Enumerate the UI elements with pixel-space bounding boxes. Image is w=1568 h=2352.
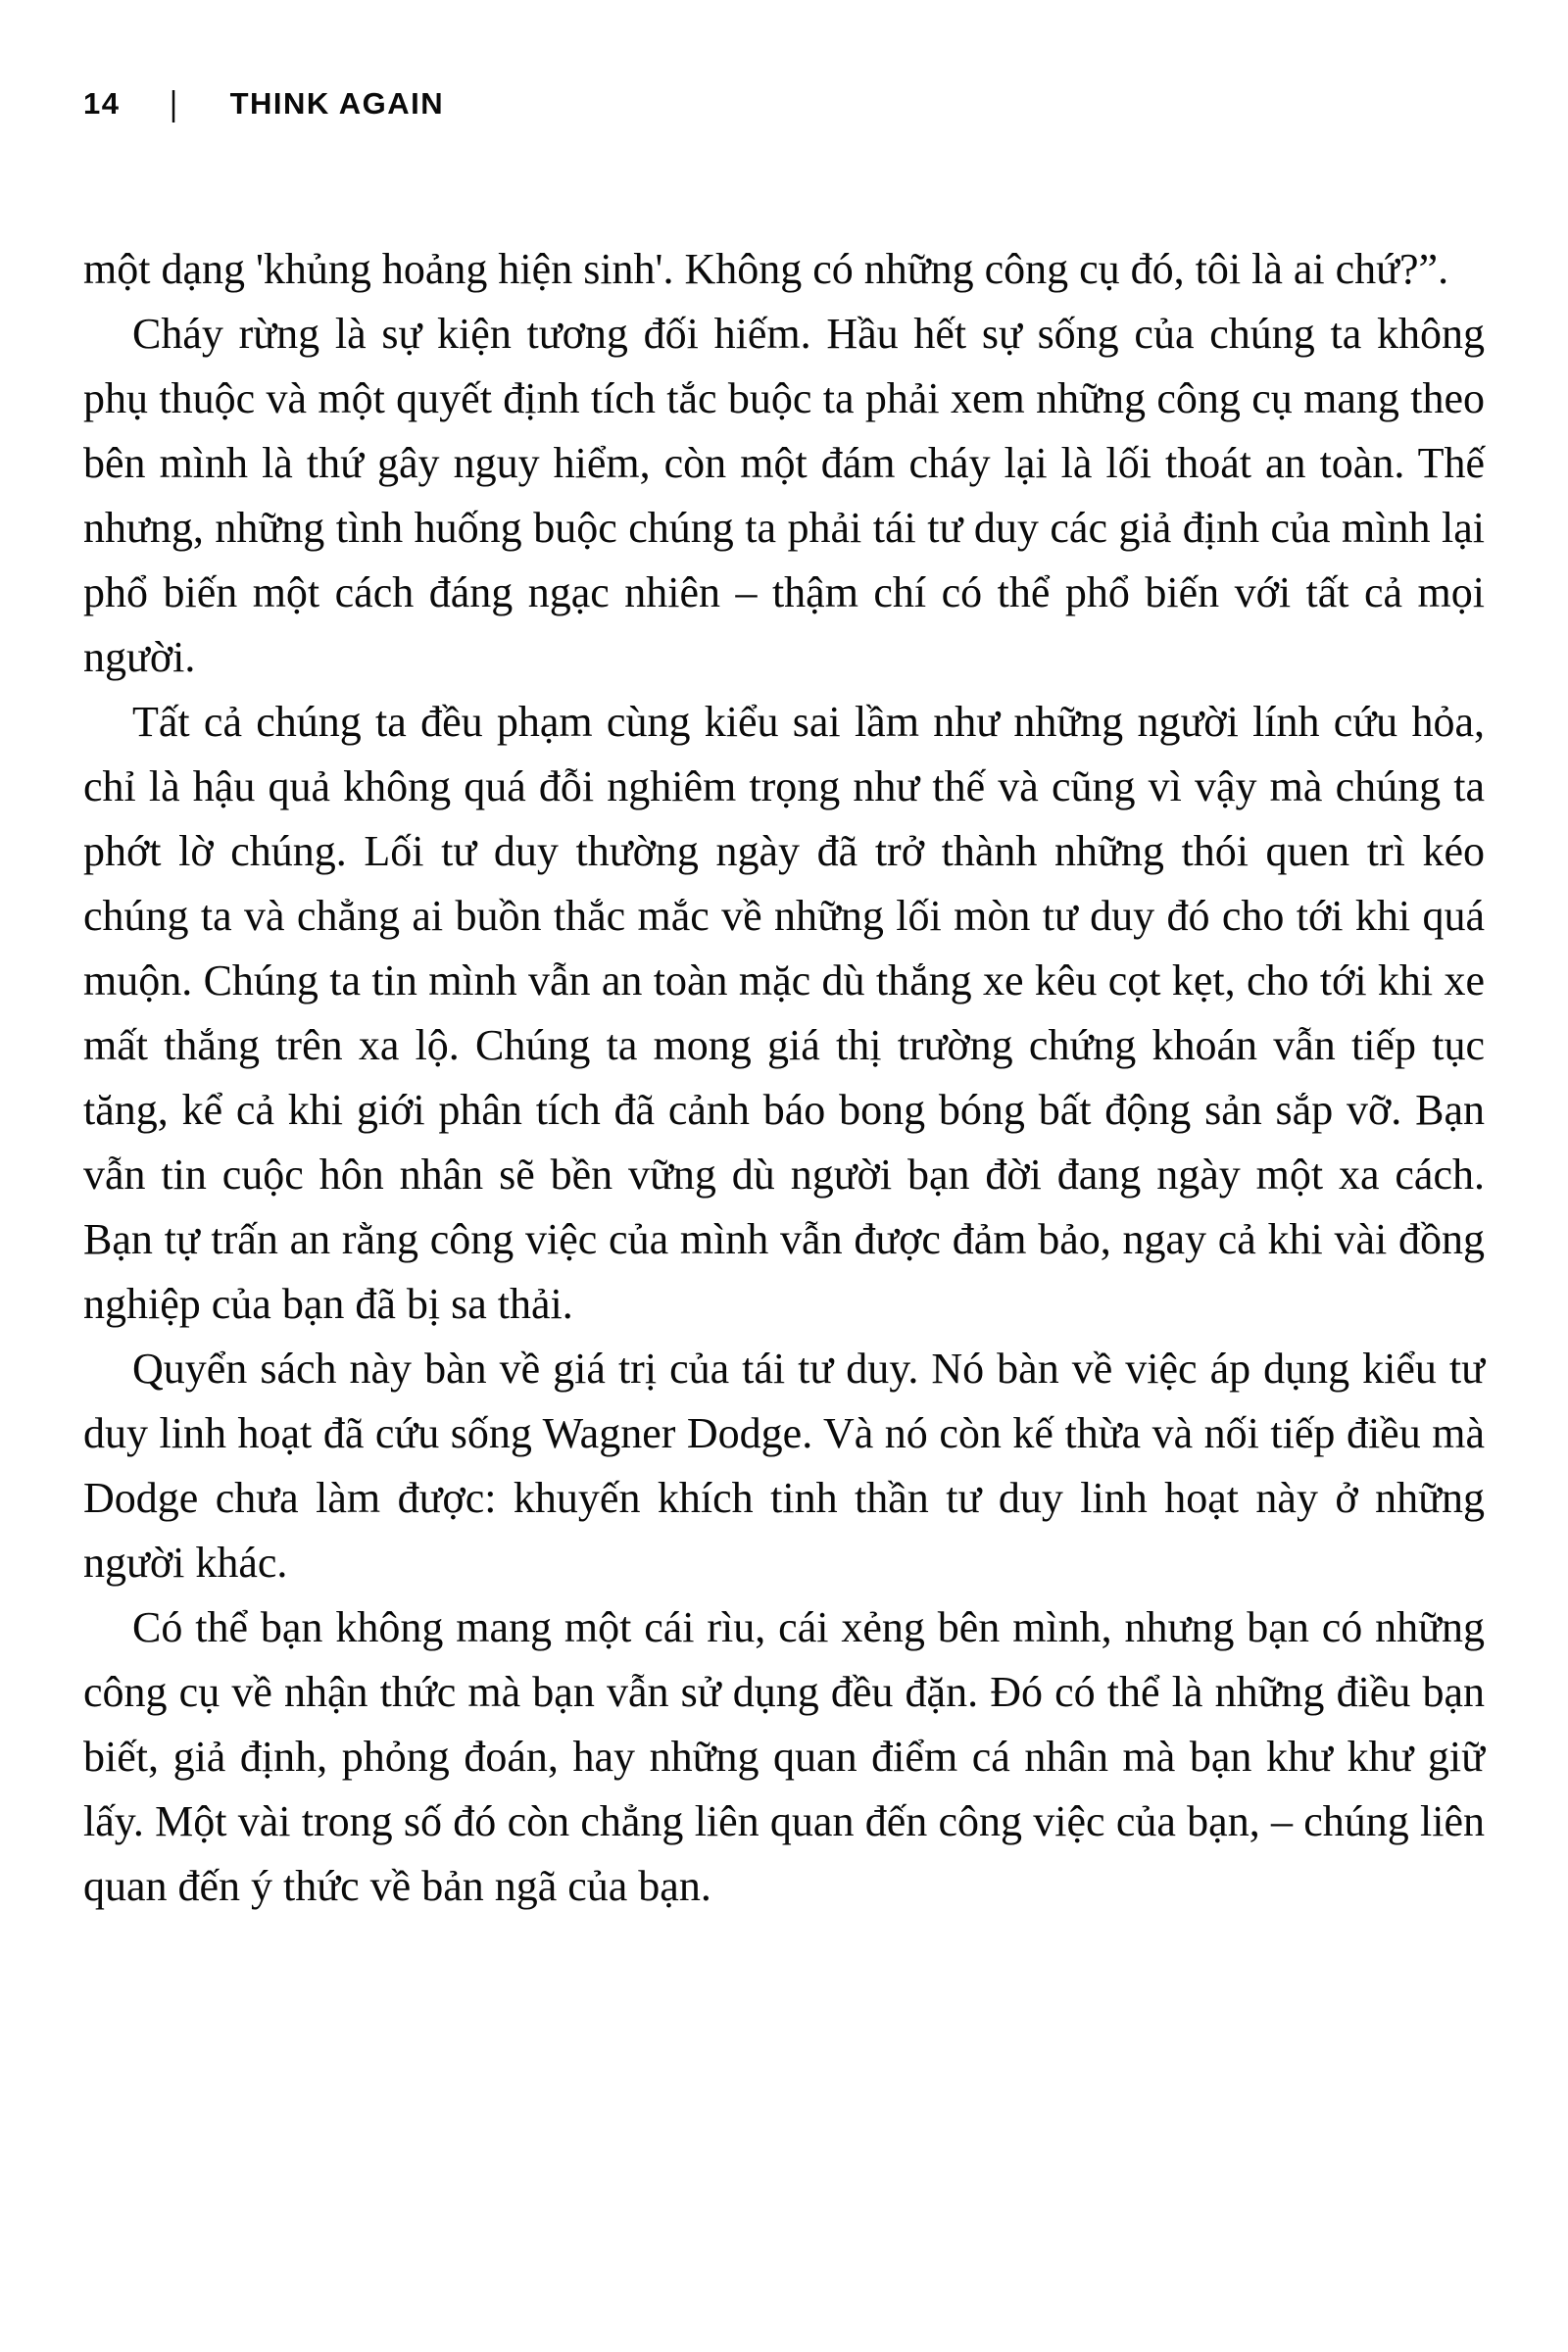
- book-title: THINK AGAIN: [229, 86, 445, 121]
- header-separator: |: [170, 83, 179, 123]
- paragraph-continuation: một dạng 'khủng hoảng hiện sinh'. Không có những công cụ đó, tôi là ai chứ?”.: [83, 245, 1449, 293]
- paragraph: Có thể bạn không mang một cái rìu, cái xẻng bên mình, nhưng bạn có những công cụ về nhận thức mà bạn vẫn sử dụng đều đặn. Đó có thể là những điều bạn biết, giả định, phỏng đoán, hay những quan điểm cá nhân mà bạn khư khư giữ lấy. Một vài trong số đó còn chẳng liên quan đến công việc của bạn, – chúng liên quan đến ý thức về bản ngã của bạn.: [83, 1603, 1485, 1910]
- paragraph: Cháy rừng là sự kiện tương đối hiếm. Hầu hết sự sống của chúng ta không phụ thuộc và một quyết định tích tắc buộc ta phải xem những công cụ mang theo bên mình là thứ gây nguy hiểm, còn một đám cháy lại là lối thoát an toàn. Thế nhưng, những tình huống buộc chúng ta phải tái tư duy các giả định của mình lại phổ biến một cách đáng ngạc nhiên – thậm chí có thể phổ biến với tất cả mọi người.: [83, 310, 1485, 681]
- page-number: 14: [83, 86, 121, 121]
- page-header: [83, 83, 1485, 123]
- paragraph: Quyển sách này bàn về giá trị của tái tư duy. Nó bàn về việc áp dụng kiểu tư duy linh hoạt đã cứu sống Wagner Dodge. Và nó còn kế thừa và nối tiếp điều mà Dodge chưa làm được: khuyến khích tinh thần tư duy linh hoạt này ở những người khác.: [83, 1345, 1485, 1587]
- paragraph: Tất cả chúng ta đều phạm cùng kiểu sai lầm như những người lính cứu hỏa, chỉ là hậu quả không quá đỗi nghiêm trọng như thế và cũng vì vậy mà chúng ta phớt lờ chúng. Lối tư duy thường ngày đã trở thành những thói quen trì kéo chúng ta và chẳng ai buồn thắc mắc về những lối mòn tư duy đó cho tới khi quá muộn. Chúng ta tin mình vẫn an toàn mặc dù thắng xe kêu cọt kẹt, cho tới khi xe mất thắng trên xa lộ. Chúng ta mong giá thị trường chứng khoán vẫn tiếp tục tăng, kể cả khi giới phân tích đã cảnh báo bong bóng bất động sản sắp vỡ. Bạn vẫn tin cuộc hôn nhân sẽ bền vững dù người bạn đời đang ngày một xa cách. Bạn tự trấn an rằng công việc của mình vẫn được đảm bảo, ngay cả khi vài đồng nghiệp của bạn đã bị sa thải.: [83, 698, 1485, 1328]
- page-body: [83, 237, 1485, 1919]
